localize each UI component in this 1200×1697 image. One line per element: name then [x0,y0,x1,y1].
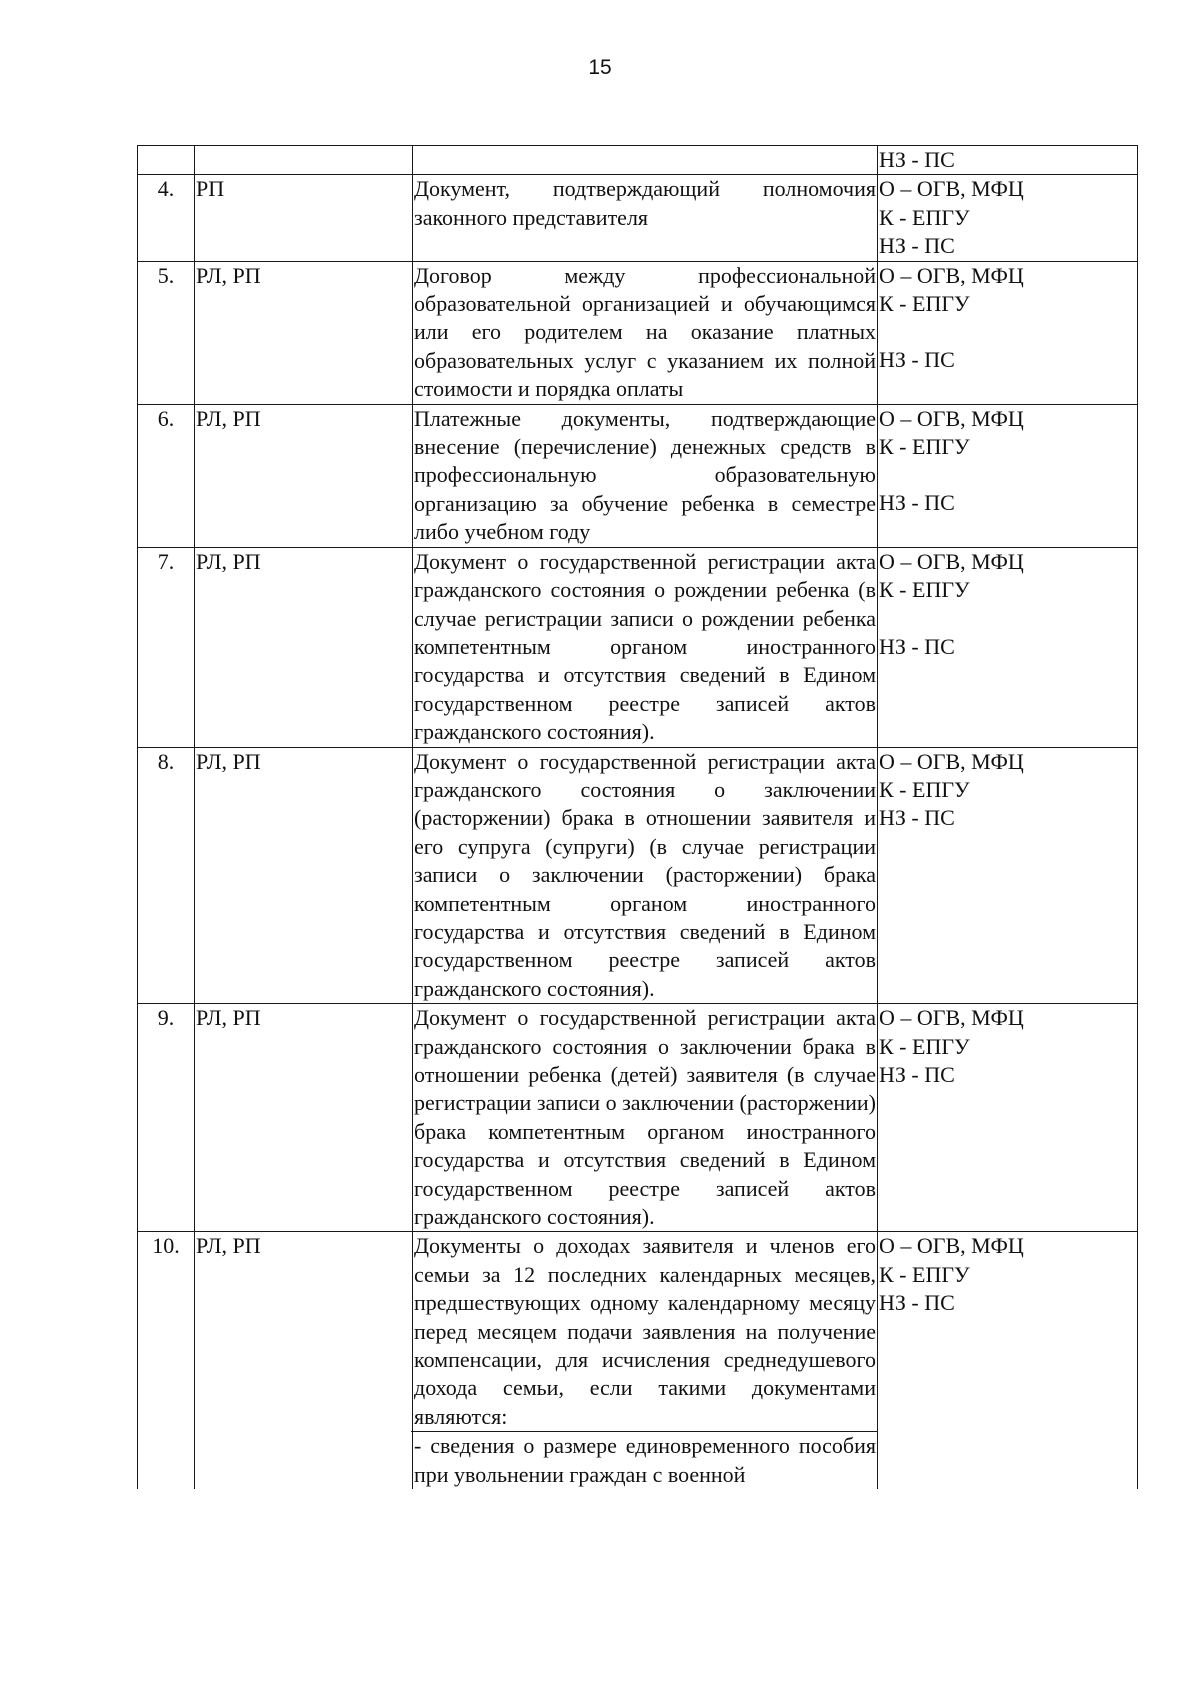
applicant-category: РЛ, РП [195,1232,413,1489]
source-line: К - ЕПГУ [879,1261,970,1287]
applicant-category: РЛ, РП [195,404,413,547]
documents-table [137,145,1138,1489]
source-cell [878,175,1138,261]
source-line: НЗ - ПС [879,147,955,172]
applicant-category: РЛ, РП [195,261,413,404]
source-line: О – ОГВ, МФЦ [879,548,1024,574]
applicant-category: РП [195,175,413,261]
source-line: НЗ - ПС [879,347,955,373]
row-number: 6. [138,404,195,547]
document-description: Документы о доходах заявителя и членов его семьи за 12 последних календарных месяцев, предшествующих одному календарному месяцу перед месяцем подачи заявления на получение компенсации, для исчисления среднедушевого дохода семьи, если такими документами являются: [414,1233,876,1429]
document-description: Документ о государственной регистрации акта гражданского состояния о рождении ребенка (в случае регистрации записи о рождении ребенка компетентным органом иностранного государства и отсутствия сведений в Едином государственном реестре записей актов гражданского состояния). [413,547,878,747]
documents-table-wrapper [137,145,1137,1489]
source-line: НЗ - ПС [879,1062,955,1087]
source-line: НЗ - ПС [879,233,955,259]
source-line: О – ОГВ, МФЦ [879,748,1024,774]
table-row [138,404,1138,547]
document-description-cell [413,1232,878,1489]
row-number: 10. [138,1232,195,1489]
source-line: НЗ - ПС [879,633,955,659]
table-row [138,747,1138,1004]
source-cell [878,146,1138,175]
source-line: К - ЕПГУ [879,291,970,317]
document-cell [413,146,878,175]
source-cell [878,261,1138,404]
document-description: Документ о государственной регистрации акта гражданского состояния о заключении (расторжении) брака в отношении заявителя и его супруга (супруги) (в случае регистрации записи о заключении (расторжении) брака компетентным органом иностранного государства и отсутствия сведений в Едином государственном реестре записей актов гражданского состояния). [413,747,878,1004]
source-line: НЗ - ПС [879,1290,955,1316]
document-description: Документ о государственной регистрации акта гражданского состояния о заключении брака в отношении ребенка (детей) заявителя (в случае регистрации записи о заключении (расторжении) брака компетентным органом иностранного государства и отсутствия сведений в Едином государственном реестре записей актов гражданского состояния). [413,1004,878,1232]
document-description: Платежные документы, подтверждающие внесение (перечисление) денежных средств в профессиональную образовательную организацию за обучение ребенка в семестре либо учебном году [413,404,878,547]
source-line: К - ЕПГУ [879,434,970,460]
row-number: 5. [138,261,195,404]
table-row-continuation [138,146,1138,175]
source-line: О – ОГВ, МФЦ [879,262,1024,288]
applicant-category: РЛ, РП [195,547,413,747]
source-cell [878,1004,1138,1232]
applicant-category: РЛ, РП [195,747,413,1004]
row-number: 4. [138,175,195,261]
source-line: О – ОГВ, МФЦ [879,176,1024,202]
source-line: К - ЕПГУ [879,1033,970,1059]
source-cell [878,547,1138,747]
row-number: 7. [138,547,195,747]
table-row [138,261,1138,404]
source-line: К - ЕПГУ [879,204,970,230]
page-number: 15 [588,56,612,79]
source-cell [878,1232,1138,1489]
source-line: НЗ - ПС [879,490,955,516]
source-line: К - ЕПГУ [879,776,970,802]
document-description: Документ, подтверждающий полномочия законного представителя [413,175,878,261]
source-line: К - ЕПГУ [879,577,970,603]
row-number-cell [138,146,195,175]
source-cell [878,747,1138,1004]
row-number: 8. [138,747,195,1004]
source-cell [878,404,1138,547]
applicant-category: РЛ, РП [195,1004,413,1232]
table-row [138,1004,1138,1232]
source-line: О – ОГВ, МФЦ [879,1005,1024,1031]
table-row [138,1232,1138,1489]
table-row [138,547,1138,747]
document-subitem: - сведения о размере единовременного пособия при увольнении граждан с военной [411,1431,878,1489]
applicant-cell [195,146,413,175]
source-line: О – ОГВ, МФЦ [879,405,1024,431]
source-line: НЗ - ПС [879,805,955,831]
row-number: 9. [138,1004,195,1232]
table-row [138,175,1138,261]
source-line: О – ОГВ, МФЦ [879,1233,1024,1259]
document-description: Договор между профессиональной образовательной организацией и обучающимся или его родителем на оказание платных образовательных услуг с указанием их полной стоимости и порядка оплаты [413,261,878,404]
